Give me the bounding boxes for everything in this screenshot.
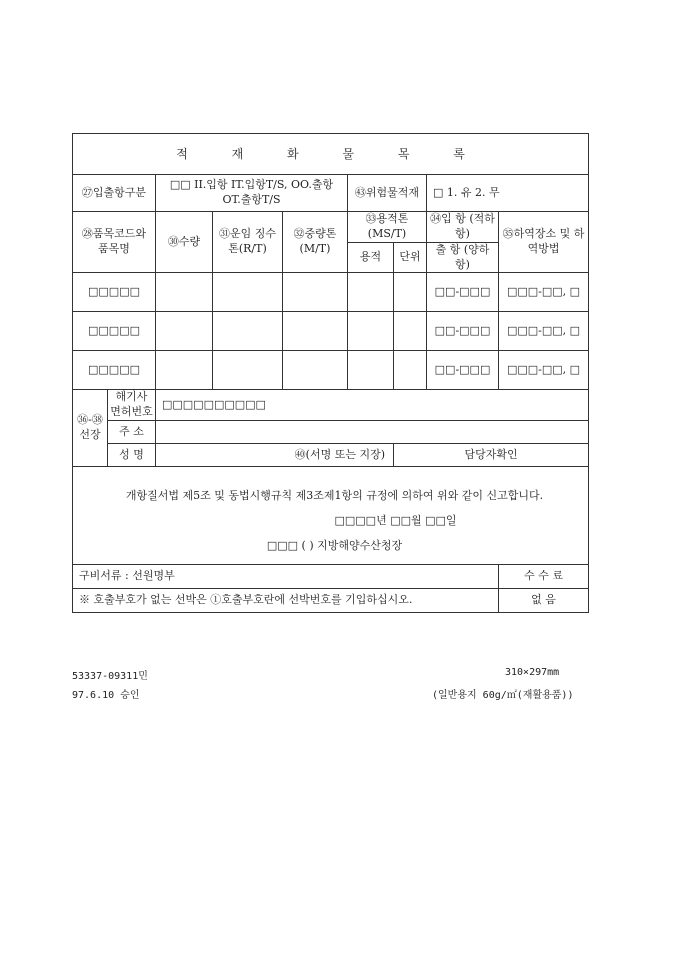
license-field[interactable]: □□□□□□□□□□ (156, 390, 589, 421)
col-volume-ton: ㉝용적톤 (MS/T) (348, 212, 427, 243)
col-volume-amount: 용적 (348, 242, 394, 273)
freight-ton-field[interactable] (213, 312, 283, 351)
weight-ton-field[interactable] (283, 351, 348, 390)
port-field[interactable]: □□-□□□ (427, 273, 499, 312)
place-field[interactable]: □□□-□□, □ (499, 273, 589, 312)
item-code-field[interactable]: □□□□□ (73, 273, 156, 312)
volume-amount-field[interactable] (348, 273, 394, 312)
table-row (73, 351, 589, 390)
place-field[interactable]: □□□-□□, □ (499, 351, 589, 390)
place-field[interactable]: □□□-□□, □ (499, 312, 589, 351)
item-code-field[interactable]: □□□□□ (73, 351, 156, 390)
inout-type-field[interactable]: □□ II.입항 IT.입항T/S, OO.출항 OT.출항T/S (156, 175, 348, 212)
date-field[interactable]: □□□□년 □□월 □□일 (334, 514, 457, 528)
officer-label: 담당자확인 (394, 444, 589, 467)
weight-ton-field[interactable] (283, 312, 348, 351)
paper-size: 310×297mm (505, 667, 560, 678)
volume-unit-field[interactable] (394, 312, 427, 351)
hazard-field[interactable]: □ 1. 유 2. 무 (427, 175, 589, 212)
declaration (73, 467, 589, 565)
col-quantity: ㉚수량 (156, 212, 213, 273)
weight-ton-field[interactable] (283, 273, 348, 312)
freight-ton-field[interactable] (213, 273, 283, 312)
port-field[interactable]: □□-□□□ (427, 312, 499, 351)
col-port-out: 출 항 (양하항) (427, 242, 499, 273)
table-row (73, 312, 589, 351)
quantity-field[interactable] (156, 351, 213, 390)
col-item: ㉘품목코드와 품목명 (73, 212, 156, 273)
address-field[interactable] (156, 421, 589, 444)
volume-unit-field[interactable] (394, 351, 427, 390)
address-label: 주 소 (108, 421, 156, 444)
volume-unit-field[interactable] (394, 273, 427, 312)
item-code-field[interactable]: □□□□□ (73, 312, 156, 351)
fee-value: 없 음 (499, 589, 589, 613)
fee-label: 수 수 료 (499, 565, 589, 589)
required-docs: 구비서류 : 선원명부 (73, 565, 499, 589)
col-port-in: ㉞입 항 (적하항) (427, 212, 499, 243)
col-freight-ton: ㉛운임 징수톤(R/T) (213, 212, 283, 273)
volume-amount-field[interactable] (348, 312, 394, 351)
form-title: 적 재 화 물 목 록 (73, 134, 589, 175)
recipient: □□□ ( ) 지방해양수산청장 (266, 538, 403, 552)
quantity-field[interactable] (156, 312, 213, 351)
name-label: 성 명 (108, 444, 156, 467)
note: ※ 호출부호가 없는 선박은 ①호출부호란에 선박번호를 기입하십시오. (73, 589, 499, 613)
inout-type-label: ㉗입출항구분 (73, 175, 156, 212)
approval-date: 97.6.10 승인 (72, 690, 140, 701)
captain-side-label: ㊱-㊳ 선장 (73, 390, 108, 467)
volume-amount-field[interactable] (348, 351, 394, 390)
col-unloading-place: ㉟하역장소 및 하역방법 (499, 212, 589, 273)
quantity-field[interactable] (156, 273, 213, 312)
form-code: 53337-09311민 (72, 671, 148, 682)
port-field[interactable]: □□-□□□ (427, 351, 499, 390)
cargo-manifest-form (72, 133, 589, 613)
declaration-text: 개항질서법 제5조 및 동법시행규칙 제3조제1항의 규정에 의하여 위와 같이 신고합니다. (125, 489, 544, 503)
col-weight-ton: ㉜중량톤 (M/T) (283, 212, 348, 273)
hazard-label: ㊸위험물적재 (348, 175, 427, 212)
license-label: 해기사 면허번호 (108, 390, 156, 421)
freight-ton-field[interactable] (213, 351, 283, 390)
signature-field[interactable]: ㊵(서명 또는 지장) (156, 444, 394, 467)
paper-spec: (일반용지 60g/㎡(재활용품)) (432, 690, 574, 701)
table-row (73, 273, 589, 312)
col-volume-unit: 단위 (394, 242, 427, 273)
